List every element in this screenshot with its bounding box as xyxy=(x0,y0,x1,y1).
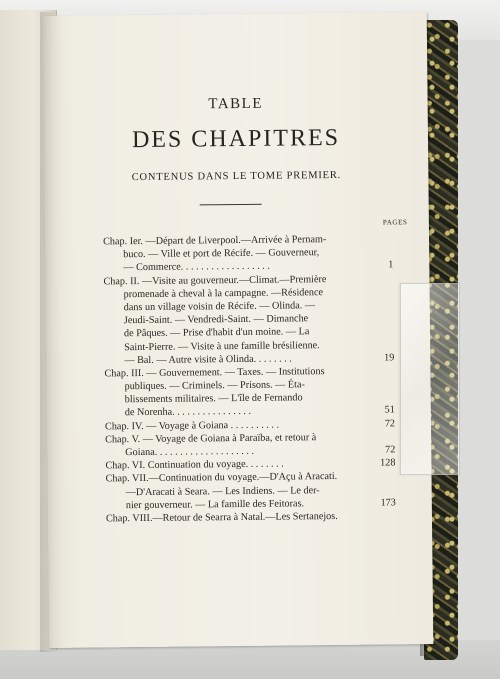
page-gutter-shadow xyxy=(40,12,62,652)
toc-text: Chap. II. —Visite au gouverneur.—Climat.—Première xyxy=(103,273,327,287)
toc-page-number: 51 xyxy=(384,404,395,416)
protective-plastic-sheet xyxy=(400,283,460,475)
page-title: TABLE xyxy=(208,95,264,113)
toc-text: buco. — Ville et port de Récife. — Gouverneur, xyxy=(123,247,320,261)
toc-text: — Commerce. . . . . . . . . . . . . . . . . . xyxy=(123,261,270,274)
toc-page-number: 128 xyxy=(380,457,396,469)
toc-text: publiques. — Criminels. — Prisons. — Éta- xyxy=(124,379,305,393)
toc-page-number: 72 xyxy=(385,444,396,456)
toc-text: Saint-Pierre. — Visite à une famille brésilienne. xyxy=(124,339,320,353)
toc-text: Chap. III. — Gouvernement. — Taxes. — Institutions xyxy=(104,365,325,380)
toc-text: dans un village voisin de Récife. — Olinda. — xyxy=(123,300,316,314)
toc-page-number: 72 xyxy=(384,417,396,430)
toc-text: Chap. V. — Voyage de Goiana à Paraïba, et retour à xyxy=(105,431,317,446)
title-rule xyxy=(200,204,262,206)
toc-text: — Bal. — Autre visite à Olinda. . . . . . . . xyxy=(124,353,292,366)
toc-text: de Norenha. . . . . . . . . . . . . . . . xyxy=(124,406,252,419)
toc-text: promenade à cheval à la campagne. —Résidence xyxy=(123,286,324,300)
toc-text: Jeudi-Saint. — Vendredi-Saint. — Dimanche xyxy=(123,313,309,327)
toc-text: Goiana. . . . . . . . . . . . . . . . . . . . xyxy=(125,445,255,459)
toc-page-number: 1 xyxy=(388,259,394,271)
toc-text: Chap. Ier. —Départ de Liverpool.—Arrivée à Pernam- xyxy=(103,234,327,248)
toc-text: Chap. VII.—Continuation du voyage.—D'Açu à Aracati. xyxy=(105,471,338,485)
toc-text: blissements militaires. — L'île de Fernando xyxy=(124,392,303,406)
toc-line xyxy=(106,509,396,525)
page-heading: DES CHAPITRES xyxy=(131,124,341,154)
toc-page-number: 173 xyxy=(380,497,396,509)
pages-column-label: PAGES xyxy=(382,218,408,227)
toc-text: Chap. VIII.—Retour de Searra à Natal.—Les Sertanejos. xyxy=(105,510,338,525)
toc-text: —D'Aracati à Seara. — Les Indiens. — Le der- xyxy=(125,484,320,498)
table-of-contents xyxy=(103,232,396,525)
toc-text: Chap. IV. — Voyage à Goiana . . . . . . . . . . xyxy=(104,419,280,433)
toc-text: nier gouverneur. — La famille des Feitoras. xyxy=(125,498,305,511)
toc-text: Chap. VI. Continuation du voyage. . . . . . . . xyxy=(105,458,284,472)
book-page xyxy=(43,12,434,648)
toc-text: de Pâques. — Prise d'habit d'un moine. — La xyxy=(123,326,310,340)
page-subheading: CONTENUS DANS LE TOME PREMIER. xyxy=(131,169,342,184)
toc-page-number: 19 xyxy=(384,352,395,364)
